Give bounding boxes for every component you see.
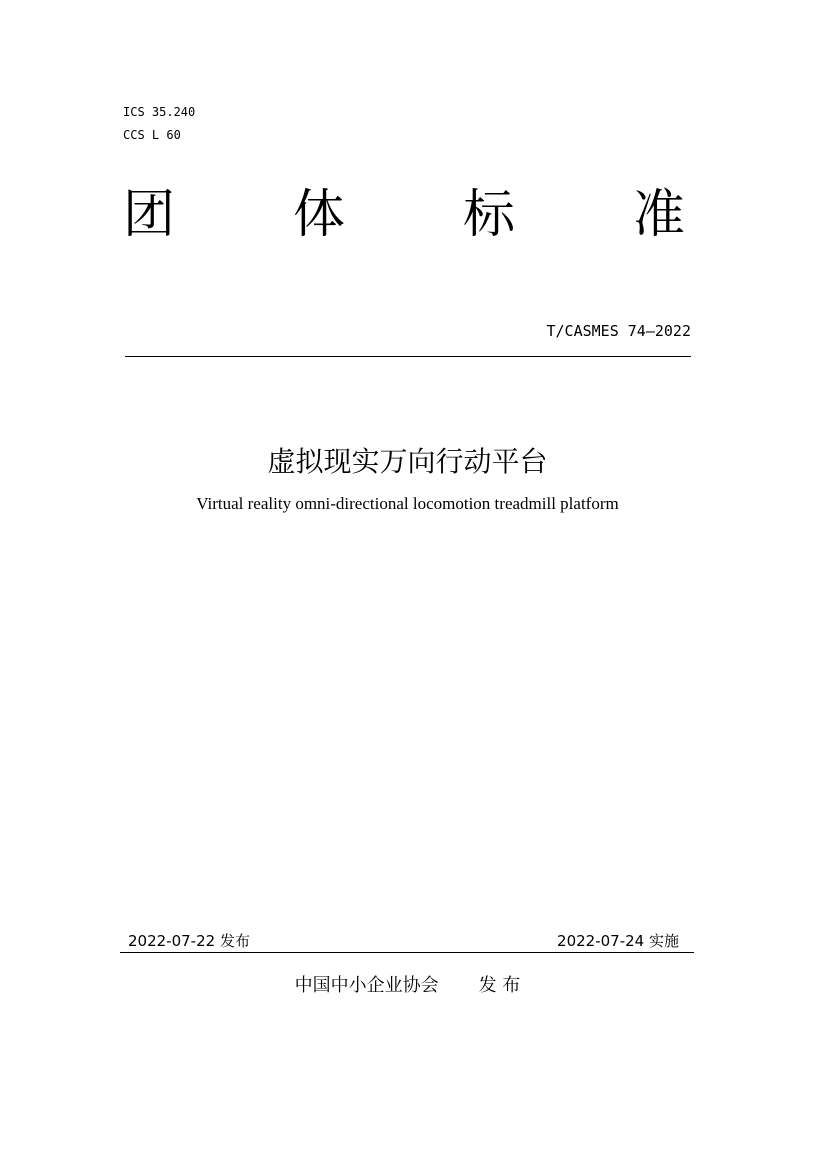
publisher-action: 发 布 — [478, 975, 521, 996]
standard-kind-char-1: 团 — [123, 185, 176, 245]
ccs-code: CCS L 60 — [123, 128, 181, 142]
footer-divider — [120, 952, 694, 953]
standard-kind-heading — [123, 183, 693, 253]
standard-kind-char-2: 体 — [293, 185, 346, 245]
classification-codes — [123, 101, 195, 147]
document-title-chinese: 虚拟现实万向行动平台 — [267, 445, 548, 478]
ics-code: ICS 35.240 — [123, 105, 196, 119]
standard-kind-char-4: 准 — [633, 185, 686, 245]
header-divider — [125, 356, 691, 357]
publisher-name: 中国中小企业协会 — [294, 975, 439, 996]
document-title-english: Virtual reality omni-directional locomotion treadmill platform — [196, 494, 619, 513]
publisher-line — [0, 971, 815, 997]
standard-kind-char-3: 标 — [463, 185, 516, 245]
standard-number: T/CASMES 74—2022 — [546, 322, 691, 340]
implementation-date: 2022-07-24 实施 — [557, 932, 679, 950]
issue-date: 2022-07-22 发布 — [128, 932, 250, 950]
